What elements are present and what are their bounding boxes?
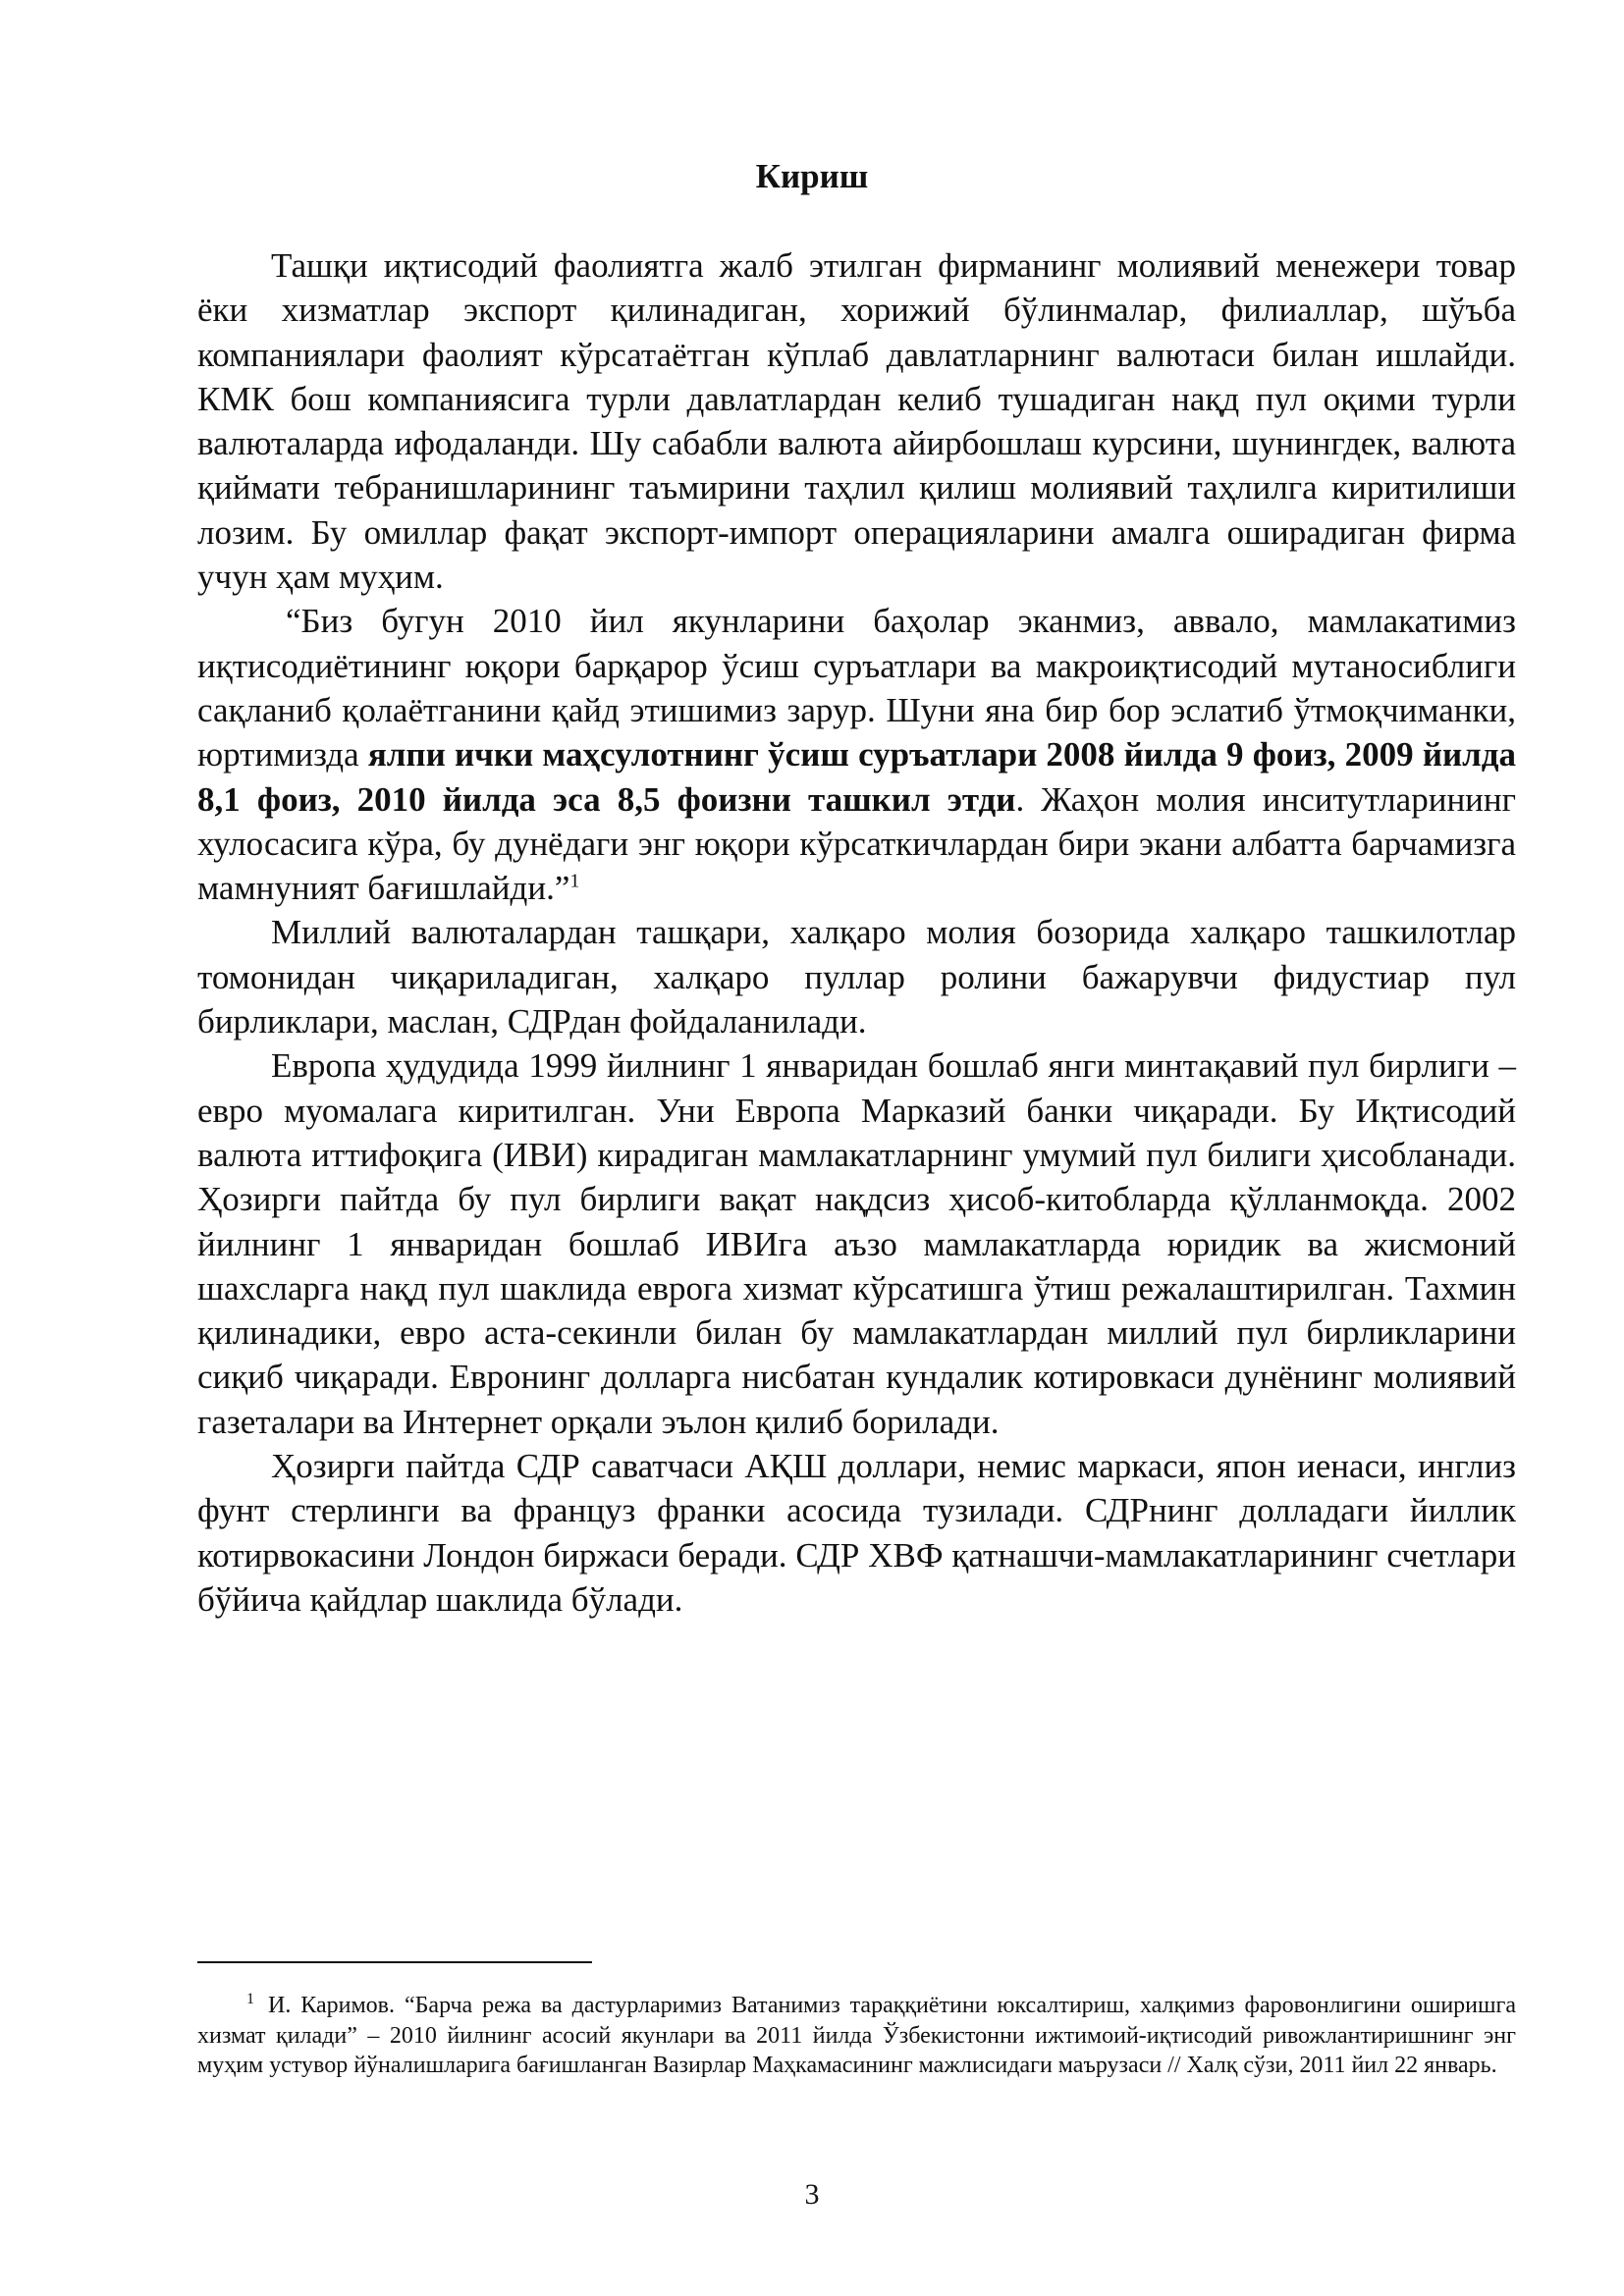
quote-bold-text: ялпи ички маҳсулотнинг ўсиш суръатлари 2008 йилда 9 фоиз, 2009 йилда 8,1 фоиз, 2010 йилда эса 8,5 фоизни ташкил этди [197, 735, 1516, 819]
footnote [197, 1991, 1516, 2081]
page-title: Кириш [755, 157, 869, 195]
paragraph-5: Ҳозирги пайтда СДР саватчаси АҚШ доллари, немис маркаси, япон иенаси, инглиз фунт стерлинги ва француз франки асосида тузилади. СДРнинг долладаги йиллик котирвокасини Лондон биржаси беради. СДР ХВФ қатнашчи-мамлакатларининг счетлари бўйича қайдлар шаклида бўлади. [197, 1447, 1516, 1619]
quote-paragraph [197, 599, 1516, 910]
paragraph-4: Европа ҳудудида 1999 йилнинг 1 январидан бошлаб янги минтақавий пул бирлиги – евро муомалага киритилган. Уни Европа Марказий банки чиқаради. Бу Иқтисодий валюта иттифоқига (ИВИ) кирадиган мамлакатларнинг умумий пул билиги ҳисобланади. Ҳозирги пайтда бу пул бирлиги вақат нақдсиз ҳисоб-китобларда қўлланмоқда. 2002 йилнинг 1 январидан бошлаб ИВИга аъзо мамлакатларда юридик ва жисмоний шахсларга нақд пул шаклида еврога хизмат кўрсатишга ўтиш режалаштирилган. Тахмин қилинадики, евро аста-секинли билан бу мамлакатлардан миллий пул бирликларини сиқиб чиқаради. Евронинг долларга нисбатан кундалик котировкаси дунёнинг молиявий газеталари ва Интернет орқали эълон қилиб борилади. [197, 1046, 1516, 1441]
page-number: 3 [804, 2178, 820, 2211]
footnote-divider [197, 1961, 592, 1963]
paragraph-1: Ташқи иқтисодий фаолиятга жалб этилган фирманинг молиявий менежери товар ёки хизматлар экспорт қилинадиган, хорижий бўлинмалар, филиаллар, шўъба компаниялари фаолият кўрсатаётган кўплаб давлатларнинг валютаси билан ишлайди. КМК бош компаниясига турли давлатлардан келиб тушадиган нақд пул оқими турли валюталарда ифодаланди. Шу сабабли валюта айирбошлаш курсини, шунингдек, валюта қиймати тебранишларининг таъмирини таҳлил қилиш молиявий таҳлилга киритилиши лозим. Бу омиллар фақат экспорт-импорт операцияларини амалга оширадиган фирма учун ҳам муҳим. [197, 246, 1516, 597]
footnote-number: 1 [246, 1991, 254, 2007]
footnote-reference[interactable]: 1 [569, 870, 580, 892]
footnote-text: И. Каримов. “Барча режа ва дастурларимиз Ватанимиз тараққиётини юксалтириш, халқимиз фаровонлигини оширишга хизмат қилади” – 2010 йилнинг асосий якунлари ва 2011 йилда Ўзбекистонни ижтимоий-иқтисодий ривожлантиришнинг энг муҳим устувор йўналишларига бағишланган Вазирлар Маҳкамасининг мажлисидаги маърузаси // Халқ сўзи, 2011 йил 22 январь. [197, 1993, 1516, 2078]
body-text [197, 243, 1516, 1622]
quote-text-after: . Жаҳон молия инситутларининг хулосасига кўра, бу дунёдаги энг юқори кўрсаткичлардан бири экани албатта барчамизга мамнуният бағишлайди.” [197, 779, 1516, 908]
paragraph-3: Миллий валюталардан ташқари, халқаро молия бозорида халқаро ташкилотлар томонидан чиқариладиган, халқаро пуллар ролини бажарувчи фидустиар пул бирликлари, маслан, СДРдан фойдаланилади. [197, 913, 1516, 1041]
quote-text-before: “Биз бугун 2010 йил якунларини баҳолар эканмиз, аввало, мамлакатимиз иқтисодиётининг юқори барқарор ўсиш суръатлари ва макроиқтисодий мутаносиблиги сақланиб қолаётганини қайд этишимиз зарур. Шуни яна бир бор эслатиб ўтмоқчиманки, юртимизда [197, 602, 1516, 774]
